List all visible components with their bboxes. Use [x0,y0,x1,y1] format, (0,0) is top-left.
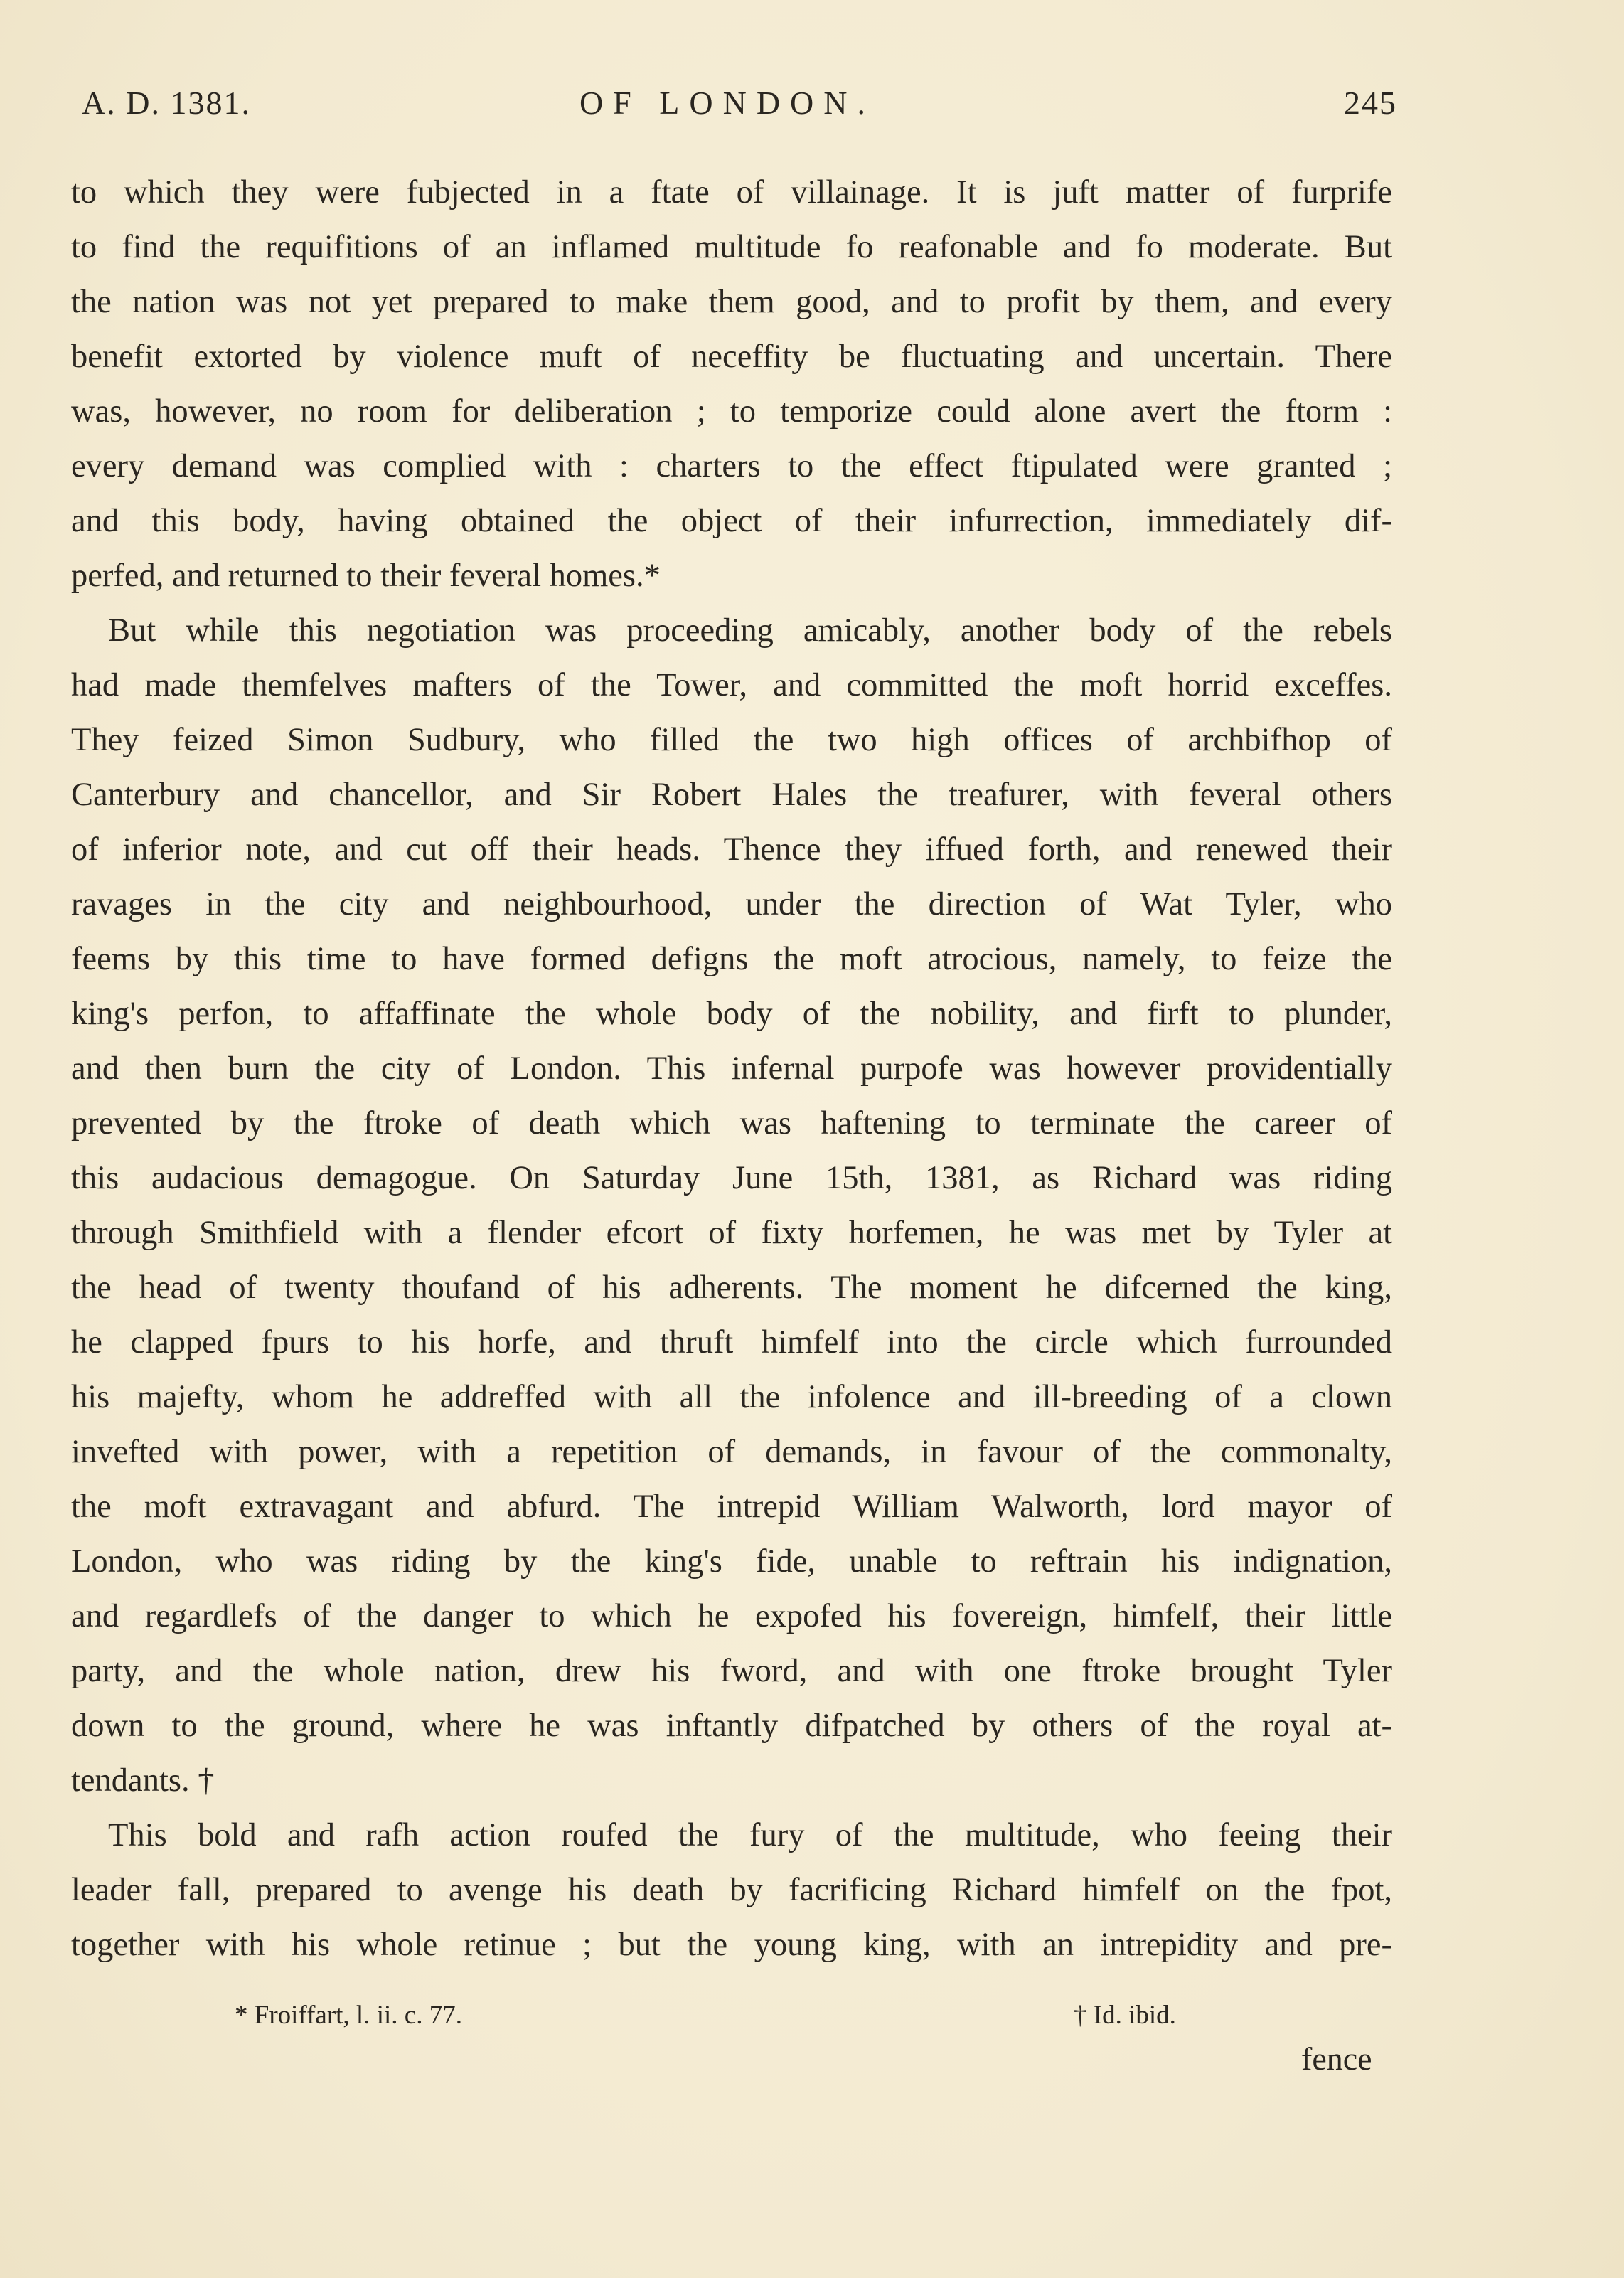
text-line: Canterbury and chancellor, and Sir Robert Hales the treafurer, with feveral others [71,777,1392,813]
text-line: through Smithfield with a flender efcort of fixty horfemen, he was met by Tyler at [71,1215,1392,1251]
text-line: was, however, no room for deliberation ; to temporize could alone avert the ftorm : [71,393,1392,430]
text-line: the nation was not yet prepared to make them good, and to profit by them, and every [71,284,1392,320]
text-line: and then burn the city of London. This infernal purpofe was however providentially [71,1050,1392,1087]
text-line: London, who was riding by the king's fide, unable to reftrain his indignation, [71,1543,1392,1580]
text-line: this audacious demagogue. On Saturday June 15th, 1381, as Richard was riding [71,1160,1392,1196]
footnote-2: † Id. ibid. [1074,2001,1176,2030]
header-title: OF LONDON. [579,85,875,121]
text-line: and this body, having obtained the object of their infurrection, immediately dif- [71,503,1392,539]
text-line: he clapped fpurs to his horfe, and thruft himfelf into the circle which furrounded [71,1324,1392,1361]
text-line: of inferior note, and cut off their heads. Thence they iffued forth, and renewed their [71,831,1392,868]
catchword: fence [1301,2040,1372,2077]
text-line: benefit extorted by violence muft of neceffity be fluctuating and uncertain. There [71,339,1392,375]
text-line: leader fall, prepared to avenge his death by facrificing Richard himfelf on the fpot, [71,1872,1392,1908]
page-number: 245 [1344,85,1397,121]
text-line: together with his whole retinue ; but the young king, with an intrepidity and pre- [71,1927,1392,1963]
text-line: king's perfon, to affaffinate the whole body of the nobility, and firft to plunder, [71,996,1392,1032]
text-line: his majefty, whom he addreffed with all the infolence and ill-breeding of a clown [71,1379,1392,1415]
footnote-1: * Froiffart, l. ii. c. 77. [235,2001,462,2030]
text-line: had made themfelves mafters of the Tower, and committed the moft horrid exceffes. [71,667,1392,703]
text-line: But while this negotiation was proceeding amicably, another body of the rebels [108,612,1392,649]
text-line: to which they were fubjected in a ftate of villainage. It is juft matter of furprife [71,174,1392,211]
text-line: party, and the whole nation, drew his fword, and with one ftroke brought Tyler [71,1653,1392,1689]
text-line: and regardlefs of the danger to which he expofed his fovereign, himfelf, their little [71,1598,1392,1634]
text-line: every demand was complied with : charters to the effect ftipulated were granted ; [71,448,1392,484]
running-header [82,84,1397,141]
text-line: invefted with power, with a repetition of demands, in favour of the commonalty, [71,1434,1392,1470]
text-line: prevented by the ftroke of death which was haftening to terminate the career of [71,1105,1392,1141]
text-line: down to the ground, where he was inftantly difpatched by others of the royal at- [71,1708,1392,1744]
header-year: A. D. 1381. [82,85,251,121]
text-line: They feized Simon Sudbury, who filled the two high offices of archbifhop of [71,722,1392,758]
footnotes [71,2000,1392,2043]
text-line: This bold and rafh action roufed the fury of the multitude, who feeing their [108,1817,1392,1853]
text-line: the head of twenty thoufand of his adherents. The moment he difcerned the king, [71,1270,1392,1306]
text-line: perfed, and returned to their feveral homes.* [71,558,661,594]
text-line: the moft extravagant and abfurd. The intrepid William Walworth, lord mayor of [71,1489,1392,1525]
text-line: feems by this time to have formed defigns the moft atrocious, namely, to feize the [71,941,1392,977]
text-line: to find the requifitions of an inflamed multitude fo reafonable and fo moderate. But [71,229,1392,265]
body-text [71,165,1392,1972]
text-line: ravages in the city and neighbourhood, under the direction of Wat Tyler, who [71,886,1392,922]
text-line: tendants. † [71,1762,215,1799]
